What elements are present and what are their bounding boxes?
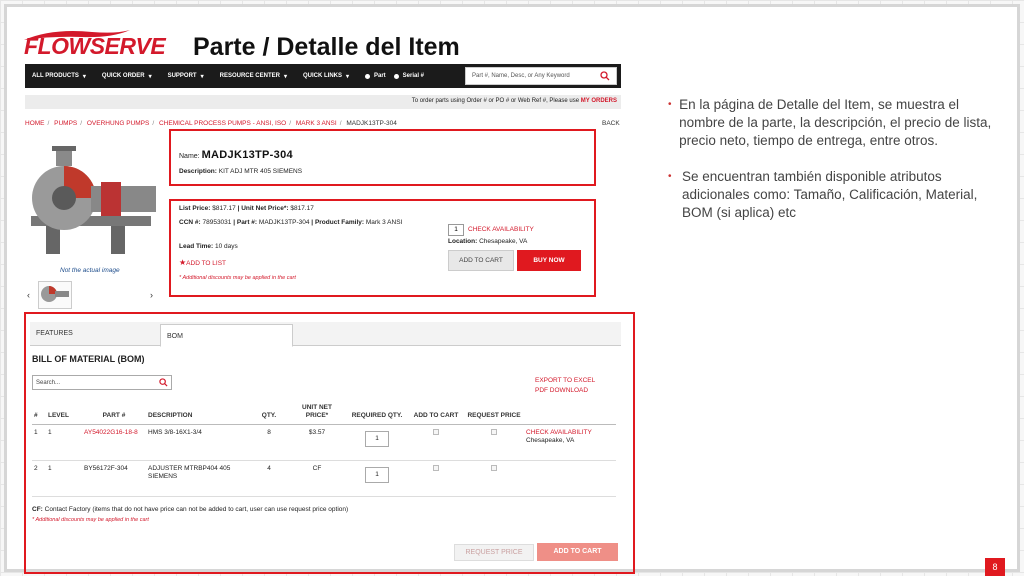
table-row bbox=[32, 461, 616, 497]
order-strip-text: To order parts using Order # or PO # or Web Ref #, Please use bbox=[411, 98, 580, 104]
row-request-cell bbox=[464, 461, 524, 497]
lead-time-label: Lead Time: bbox=[179, 243, 214, 250]
top-nav bbox=[25, 64, 621, 88]
export-links bbox=[535, 376, 595, 396]
discount-note: * Additional discounts may be applied in the cart bbox=[179, 275, 296, 281]
breadcrumb-chemical[interactable]: CHEMICAL PROCESS PUMPS - ANSI, ISO bbox=[158, 120, 287, 127]
row-required-qty-cell bbox=[346, 461, 408, 497]
col-part: PART # bbox=[82, 402, 146, 425]
col-required-qty: REQUIRED QTY. bbox=[346, 402, 408, 425]
bom-header-row bbox=[32, 402, 616, 425]
nav-quick-order[interactable]: QUICK ORDER ▾ bbox=[101, 73, 152, 80]
quantity-input[interactable]: 1 bbox=[448, 224, 464, 236]
export-excel-link[interactable]: EXPORT TO EXCEL bbox=[535, 377, 596, 384]
col-unit-price: UNIT NET PRICE* bbox=[288, 402, 346, 425]
part-name: MADJK13TP-304 bbox=[201, 149, 293, 161]
cf-label: CF: bbox=[32, 506, 43, 513]
net-price-label: Unit Net Price*: bbox=[241, 205, 289, 212]
price-row: List Price: $817.17 | Unit Net Price*: $817.17 bbox=[179, 205, 314, 212]
col-qty: QTY. bbox=[250, 402, 288, 425]
bom-search-placeholder: Search... bbox=[36, 380, 61, 386]
ccn-label: CCN #: bbox=[179, 219, 201, 226]
col-num: # bbox=[32, 402, 46, 425]
name-label: Name: bbox=[179, 153, 200, 160]
row-part: BY56172F-304 bbox=[82, 461, 146, 497]
search-placeholder: Part #, Name, Desc, or Any Keyword bbox=[472, 73, 570, 79]
part-value: MADJK13TP-304 bbox=[258, 219, 310, 226]
request-price-button[interactable]: REQUEST PRICE bbox=[454, 544, 534, 561]
bom-title: BILL OF MATERIAL (BOM) bbox=[32, 354, 145, 364]
part-name-row bbox=[179, 149, 293, 161]
slide-title: Parte / Detalle del Item bbox=[193, 33, 460, 61]
name-highlight bbox=[169, 129, 596, 186]
thumbnail-image bbox=[39, 282, 71, 308]
add-to-list-label: ADD TO LIST bbox=[186, 260, 227, 267]
row-availability bbox=[524, 461, 616, 497]
request-price-checkbox[interactable] bbox=[491, 465, 497, 471]
net-price: $817.17 bbox=[290, 205, 314, 212]
row-description: ADJUSTER MTRBP404 405 SIEMENS bbox=[146, 461, 250, 497]
page-number: 8 bbox=[985, 558, 1005, 576]
nav-search-input[interactable] bbox=[465, 67, 617, 85]
row-add-cell bbox=[408, 425, 464, 461]
radio-icon bbox=[394, 74, 399, 79]
chevron-down-icon: ▾ bbox=[283, 73, 287, 80]
add-to-cart-checkbox[interactable] bbox=[433, 465, 439, 471]
required-qty-input[interactable]: 1 bbox=[365, 467, 389, 483]
description-label: Description: bbox=[179, 168, 217, 175]
breadcrumb-overhung[interactable]: OVERHUNG PUMPS bbox=[86, 120, 150, 127]
lead-time-row bbox=[179, 243, 238, 250]
ccn-value: 78953031 bbox=[202, 219, 232, 226]
row-num: 2 bbox=[32, 461, 46, 497]
radio-icon bbox=[365, 74, 370, 79]
chevron-down-icon: ▾ bbox=[200, 73, 204, 80]
add-to-list-link[interactable] bbox=[179, 258, 226, 267]
note-text: En la página de Detalle del Item, se muestra el nombre de la parte, la descripción, el precio de lista, precio neto, tiempo de entrega, entre otros. bbox=[679, 97, 992, 148]
pump-image bbox=[26, 146, 166, 262]
col-request-price: REQUEST PRICE bbox=[464, 402, 524, 425]
order-strip bbox=[25, 95, 621, 109]
nav-support[interactable]: SUPPORT ▾ bbox=[167, 73, 204, 80]
description-value: KIT ADJ MTR 405 SIEMENS bbox=[218, 168, 303, 175]
breadcrumb-pumps[interactable]: PUMPS bbox=[54, 120, 78, 127]
check-availability-link[interactable]: CHECK AVAILABILITY bbox=[526, 429, 592, 436]
family-value: Mark 3 ANSI bbox=[365, 219, 403, 226]
chevron-down-icon: ▾ bbox=[345, 73, 349, 80]
chevron-left-icon[interactable]: ‹ bbox=[27, 290, 30, 300]
note-text: Se encuentran también disponible atributos adicionales como: Tamaño, Calificación, Material, BOM (si aplica) etc bbox=[682, 169, 978, 220]
thumbnail[interactable] bbox=[38, 281, 72, 309]
bom-add-to-cart-button[interactable]: ADD TO CART bbox=[537, 543, 618, 561]
row-qty: 4 bbox=[250, 461, 288, 497]
col-level: LEVEL bbox=[46, 402, 82, 425]
lead-time-value: 10 days bbox=[215, 243, 238, 250]
bullet-icon: • bbox=[668, 99, 672, 110]
add-to-cart-checkbox[interactable] bbox=[433, 429, 439, 435]
bom-search-input[interactable] bbox=[32, 375, 172, 390]
notes-list bbox=[668, 96, 998, 240]
breadcrumb-mark3[interactable]: MARK 3 ANSI bbox=[295, 120, 337, 127]
bullet-icon: • bbox=[668, 171, 672, 182]
required-qty-input[interactable]: 1 bbox=[365, 431, 389, 447]
my-orders-link[interactable]: MY ORDERS bbox=[580, 98, 617, 104]
row-price: $3.57 bbox=[288, 425, 346, 461]
row-required-qty-cell bbox=[346, 425, 408, 461]
row-qty: 8 bbox=[250, 425, 288, 461]
row-request-cell bbox=[464, 425, 524, 461]
nav-quick-links[interactable]: QUICK LINKS ▾ bbox=[302, 73, 349, 80]
chevron-down-icon: ▾ bbox=[148, 73, 152, 80]
search-icon[interactable] bbox=[159, 378, 168, 387]
description-row bbox=[179, 168, 302, 175]
chevron-right-icon[interactable]: › bbox=[150, 290, 153, 300]
tabs-bar bbox=[30, 322, 621, 346]
location-label: Location: bbox=[448, 238, 478, 245]
bom-table bbox=[32, 402, 616, 497]
search-icon[interactable] bbox=[600, 71, 610, 81]
nav-resource-center[interactable]: RESOURCE CENTER ▾ bbox=[219, 73, 287, 80]
buy-now-button[interactable]: BUY NOW bbox=[517, 250, 581, 271]
bom-discount-note: * Additional discounts may be applied in the cart bbox=[32, 517, 149, 523]
row-part-link[interactable]: AY54022G16-18-8 bbox=[82, 425, 146, 461]
price-highlight bbox=[169, 199, 596, 297]
radio-part[interactable]: Part bbox=[365, 73, 386, 79]
note-item bbox=[668, 168, 998, 222]
col-add-to-cart: ADD TO CART bbox=[408, 402, 464, 425]
image-caption: Not the actual image bbox=[60, 267, 120, 274]
row-add-cell bbox=[408, 461, 464, 497]
flowserve-logo[interactable]: FLOWSERVE bbox=[24, 33, 166, 59]
breadcrumb-home[interactable]: HOME bbox=[25, 120, 45, 127]
row-level: 1 bbox=[46, 461, 82, 497]
row-description: HMS 3/8-16X1-3/4 bbox=[146, 425, 250, 461]
location-value: Chesapeake, VA bbox=[479, 238, 528, 245]
radio-serial[interactable]: Serial # bbox=[394, 73, 424, 79]
bom-highlight bbox=[24, 312, 635, 574]
back-link[interactable]: BACK bbox=[602, 120, 620, 127]
row-location: Chesapeake, VA bbox=[526, 437, 575, 444]
cf-note bbox=[32, 506, 348, 513]
location-row bbox=[448, 238, 527, 245]
check-availability-link[interactable]: CHECK AVAILABILITY bbox=[468, 226, 534, 233]
note-item bbox=[668, 96, 998, 150]
col-description: DESCRIPTION bbox=[146, 402, 250, 425]
row-level: 1 bbox=[46, 425, 82, 461]
col-availability bbox=[524, 402, 616, 425]
add-to-cart-button[interactable]: ADD TO CART bbox=[448, 250, 514, 271]
cf-note-text: Contact Factory (items that do not have price can not be added to cart, user can use request price option) bbox=[44, 506, 349, 513]
star-icon: ★ bbox=[179, 258, 187, 267]
pdf-download-link[interactable]: PDF DOWNLOAD bbox=[535, 387, 589, 394]
ccn-row: CCN #: 78953031 | Part #: MADJK13TP-304 | Product Family: Mark 3 ANSI bbox=[179, 219, 403, 226]
tab-bom[interactable]: BOM bbox=[160, 324, 293, 347]
table-row bbox=[32, 425, 616, 461]
row-price: CF bbox=[288, 461, 346, 497]
tab-features[interactable]: FEATURES bbox=[36, 330, 73, 337]
row-availability bbox=[524, 425, 616, 461]
request-price-checkbox[interactable] bbox=[491, 429, 497, 435]
chevron-down-icon: ▾ bbox=[82, 73, 86, 80]
part-label: Part #: bbox=[236, 219, 258, 226]
nav-all-products[interactable]: ALL PRODUCTS ▾ bbox=[32, 73, 86, 80]
list-price-label: List Price: bbox=[179, 205, 211, 212]
row-num: 1 bbox=[32, 425, 46, 461]
breadcrumb: HOME / PUMPS / OVERHUNG PUMPS / CHEMICAL PROCESS PUMPS - ANSI, ISO / MARK 3 ANSI / MADJK13TP-304 bbox=[25, 120, 397, 127]
list-price: $817.17 bbox=[212, 205, 236, 212]
breadcrumb-current: MADJK13TP-304 bbox=[346, 120, 397, 127]
family-label: Product Family: bbox=[314, 219, 365, 226]
